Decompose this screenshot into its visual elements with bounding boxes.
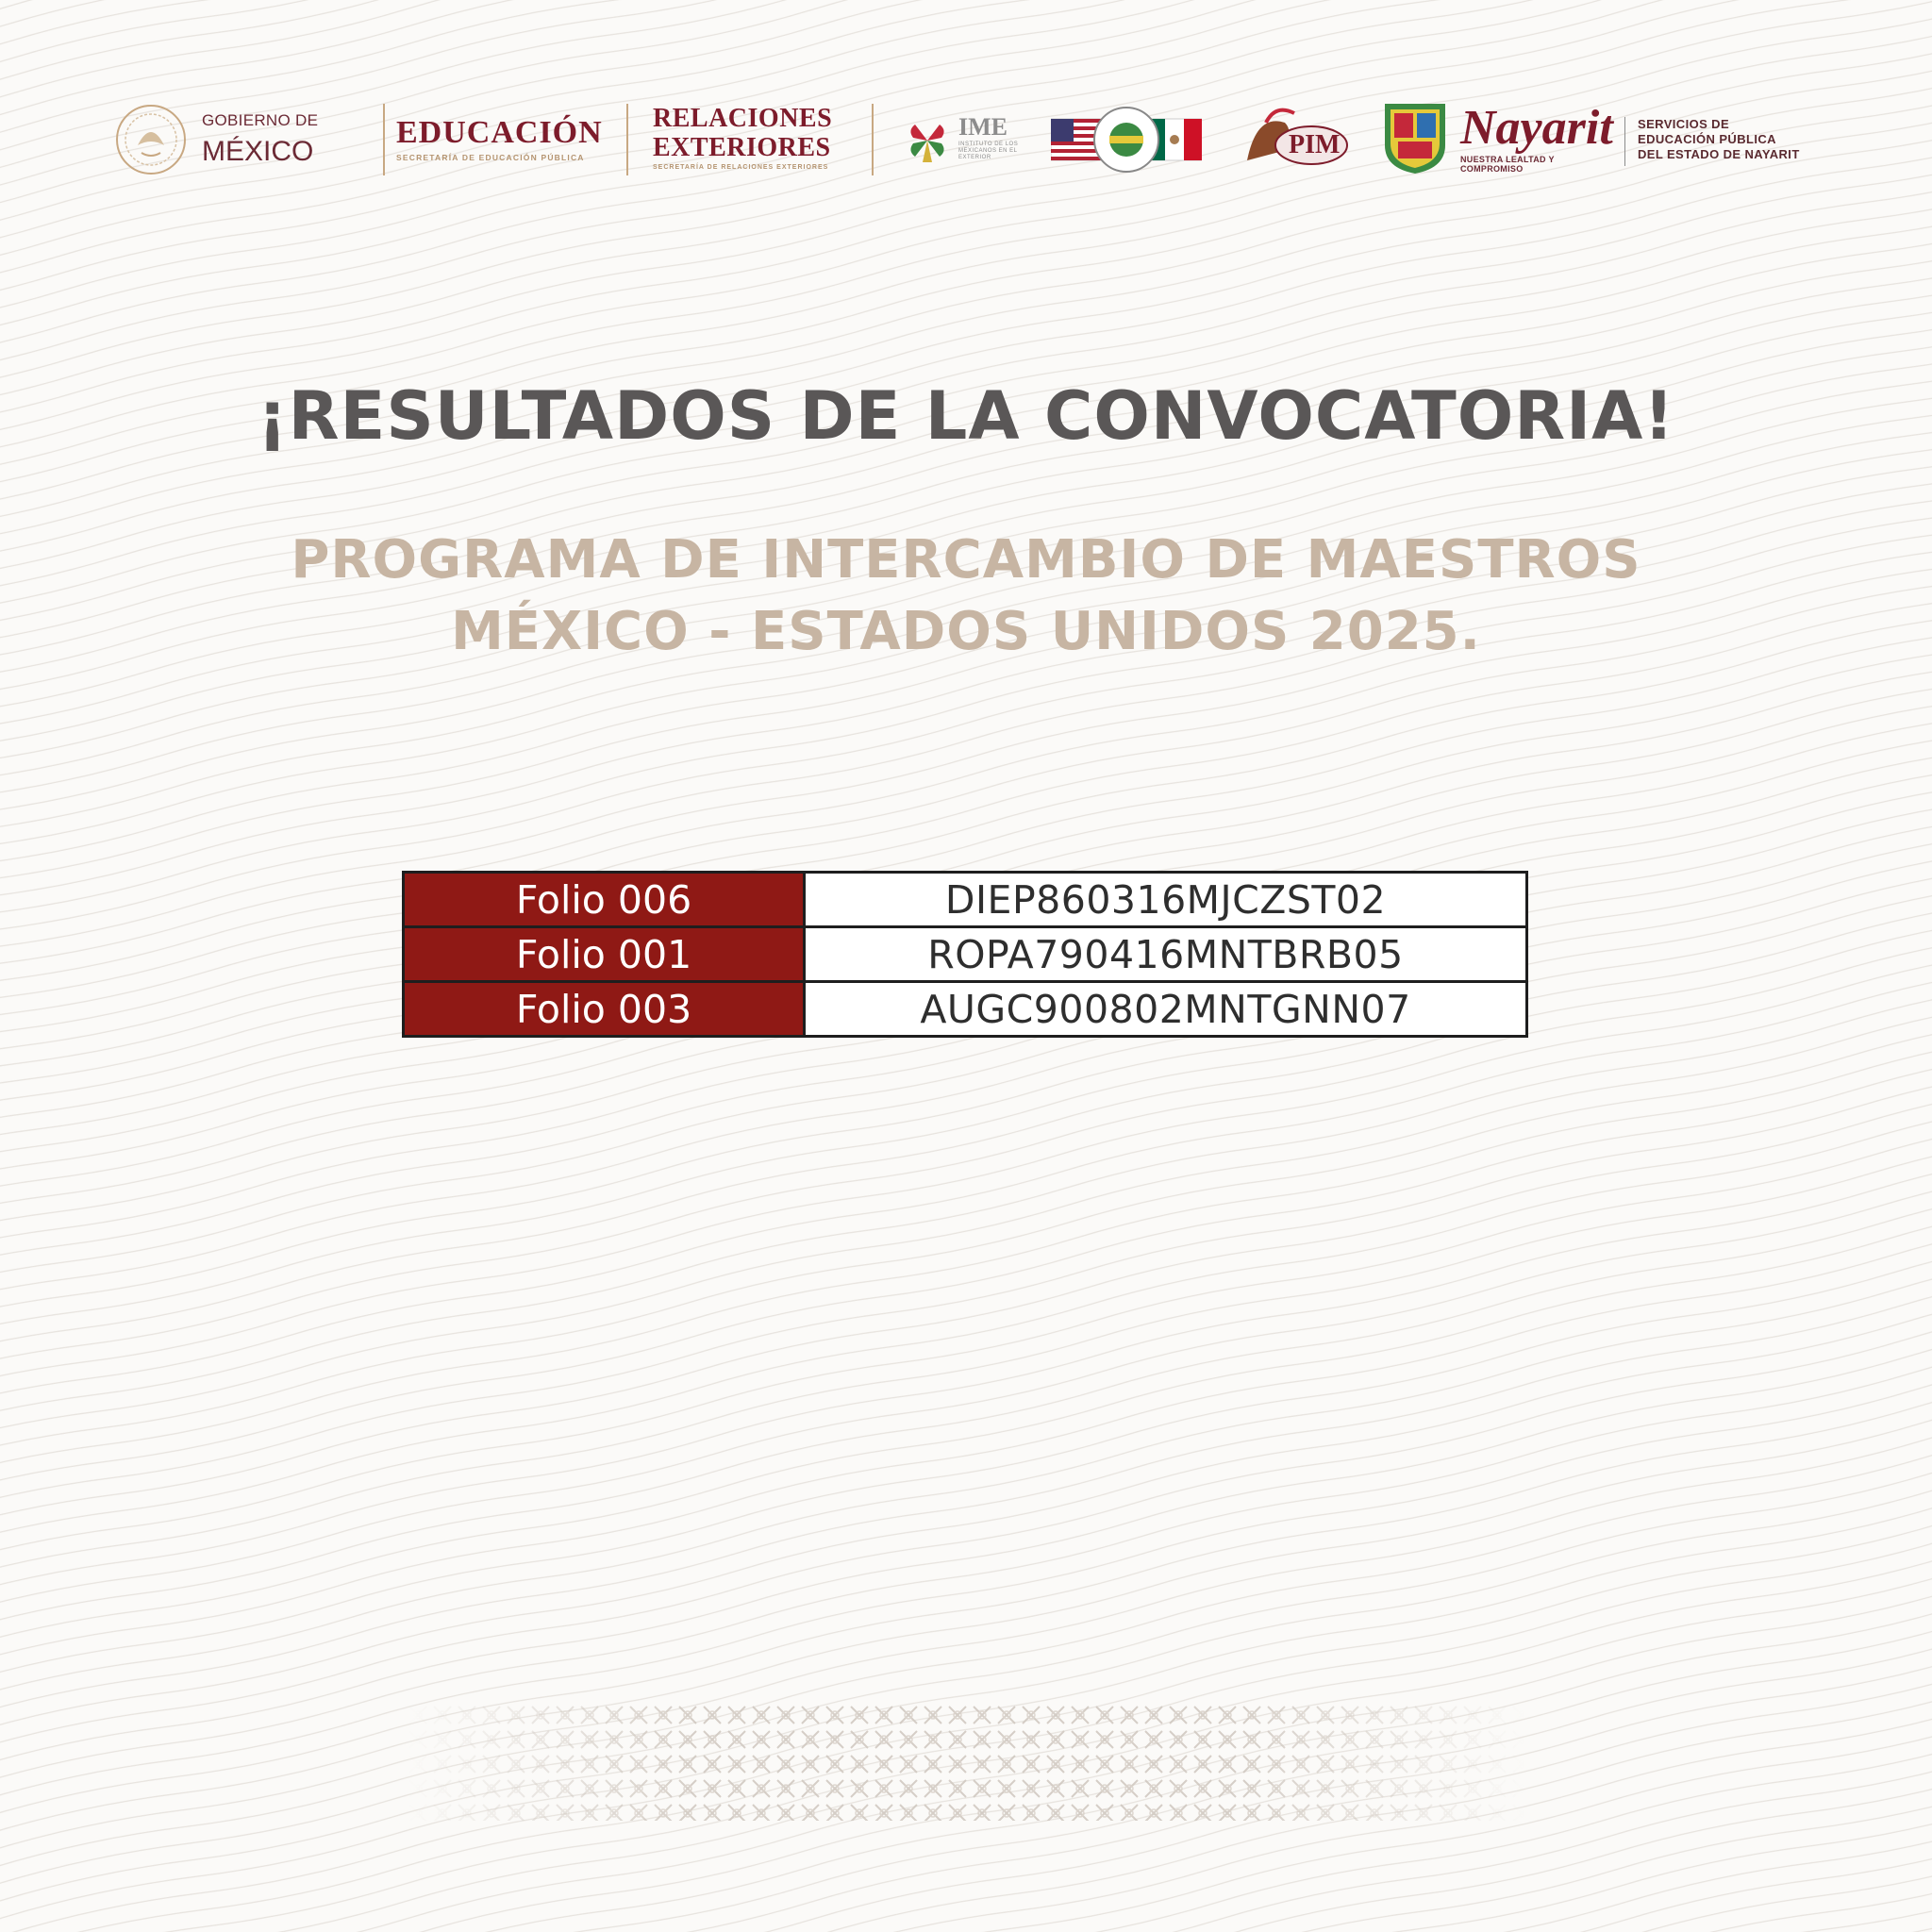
gobierno-de-mexico-logo [113,102,321,177]
divider [1624,117,1625,166]
divider [383,104,385,175]
code-cell: ROPA790416MNTBRB05 [805,927,1527,982]
table-row [404,873,1527,927]
ime-sub: INSTITUTO DE LOS MEXICANOS EN EL EXTERIOR [958,142,1019,160]
folio-cell: Folio 003 [404,982,805,1037]
educacion-name: EDUCACIÓN [396,115,603,150]
relaciones-exteriores-logo [653,104,851,179]
educacion-logo [396,115,623,172]
sepen-line1: SERVICIOS DE [1638,117,1730,131]
decorative-pattern-band [406,1703,1526,1821]
educacion-sub: SECRETARÍA DE EDUCACIÓN PÚBLICA [396,153,585,162]
header-logo-strip [0,0,1932,189]
divider [872,104,874,175]
relaciones-line2: EXTERIORES [653,133,831,162]
table-row [404,927,1527,982]
code-cell: DIEP860316MJCZST02 [805,873,1527,927]
pim-logo [1238,104,1351,175]
ime-name: IME [958,113,1008,141]
subtitle-line2: MÉXICO - ESTADOS UNIDOS 2025. [451,601,1481,662]
page-subtitle [0,525,1932,668]
code-cell: AUGC900802MNTGNN07 [805,982,1527,1037]
nayarit-name: Nayarit [1460,101,1613,155]
gobierno-line1: GOBIERNO DE [202,111,319,129]
sepen-line2: EDUCACIÓN PÚBLICA [1638,132,1776,146]
gobierno-line2: MÉXICO [202,136,314,167]
subtitle-line1: PROGRAMA DE INTERCAMBIO DE MAESTROS [291,529,1641,591]
pim-name: PIM [1289,130,1341,159]
ime-flower-icon [902,115,953,166]
folio-cell: Folio 001 [404,927,805,982]
relaciones-sub: SECRETARÍA DE RELACIONES EXTERIORES [653,164,829,171]
national-seal-icon [113,102,189,177]
sepen-logo [1638,117,1826,174]
relaciones-line1: RELACIONES [653,104,833,133]
page-title: ¡RESULTADOS DE LA CONVOCATORIA! [257,377,1675,455]
folio-cell: Folio 006 [404,873,805,927]
divider [626,104,628,175]
sepen-line3: DEL ESTADO DE NAYARIT [1638,147,1800,161]
results-table [402,871,1528,1038]
nayarit-logo [1460,102,1611,174]
table-row [404,982,1527,1037]
ime-logo [902,111,1024,168]
usa-mexico-flags-icon [1051,102,1202,177]
nayarit-tagline: NUESTRA LEALTAD Y COMPROMISO [1460,155,1555,174]
nayarit-coat-of-arms-icon [1379,98,1451,177]
